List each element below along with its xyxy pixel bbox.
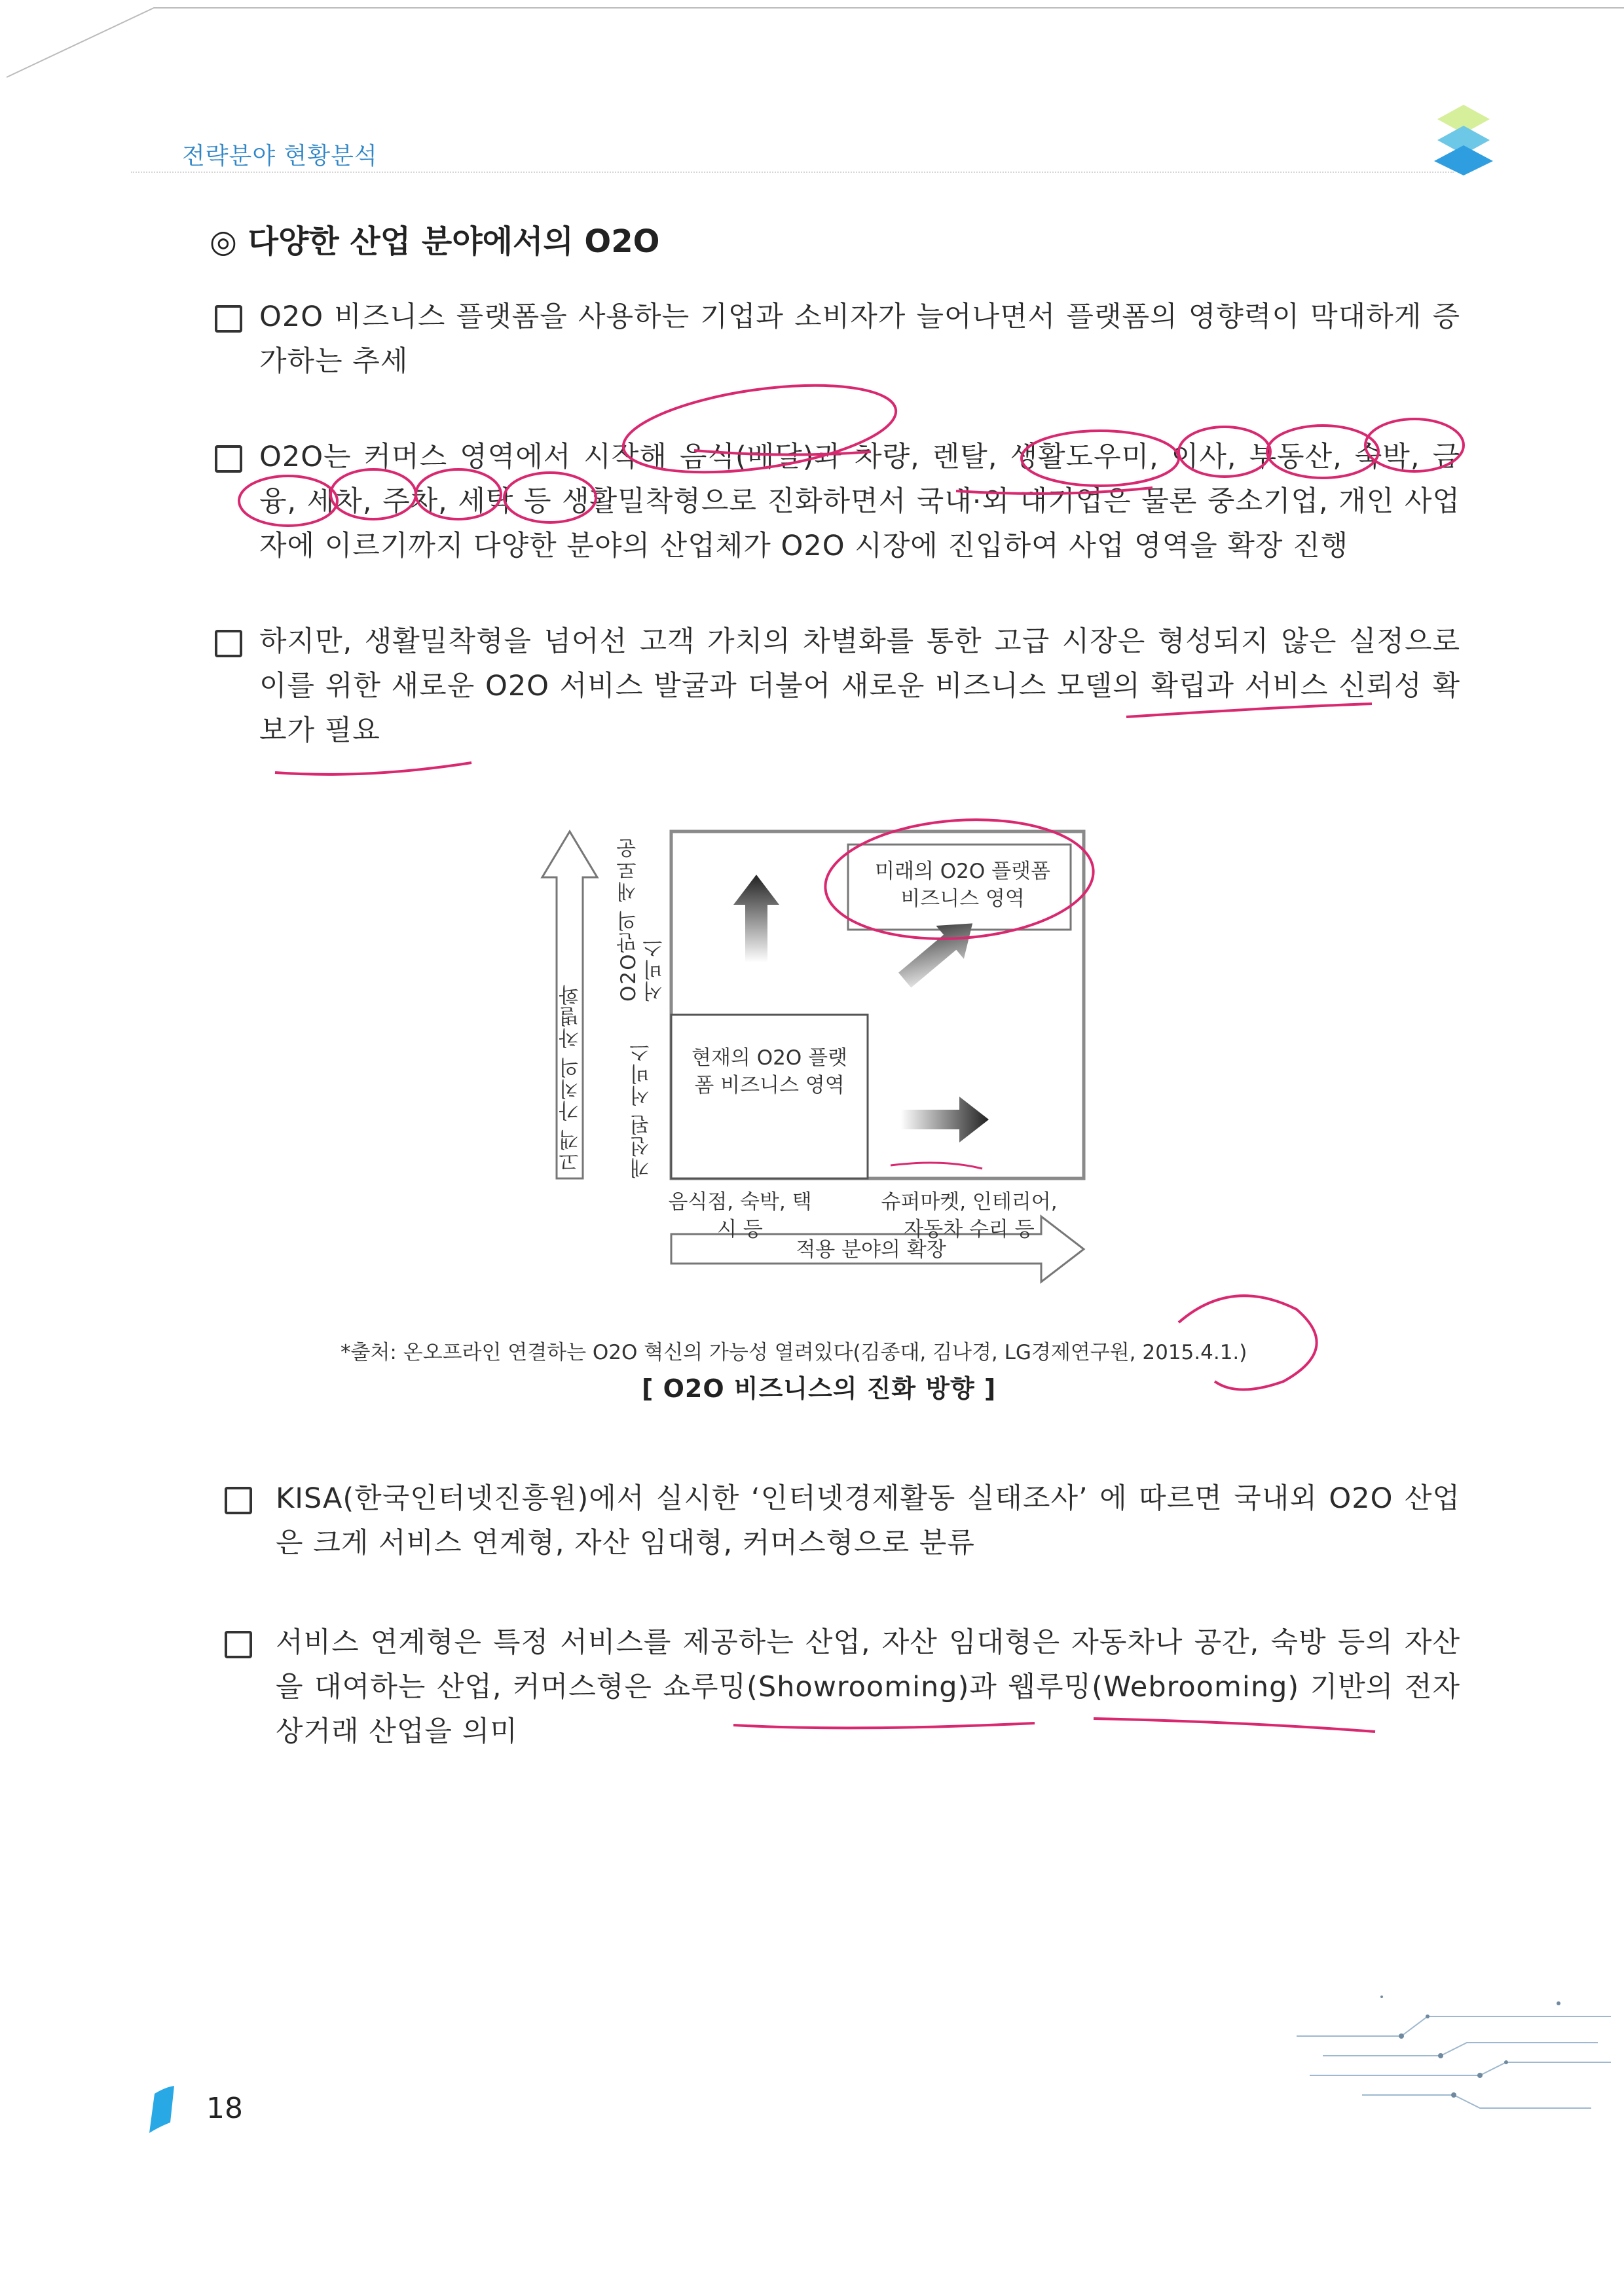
figure-caption: [ O2O 비즈니스의 진화 방향 ] xyxy=(642,1374,997,1403)
y-upper-label: O2O만의 새로운 서비스 xyxy=(617,837,667,1002)
page-number: 18 xyxy=(206,2092,243,2125)
paragraph-text: KISA(한국인터넷진흥원)에서 실시한 ‘인터넷경제활동 실태조사’ 에 따르면 국내외 O2O 산업은 크게 서비스 연계형, 자산 임대형, 커머스형으로 분류 xyxy=(276,1482,1460,1559)
paragraph-text: O2O는 커머스 영역에서 시작해 음식(배달)과 차량, 렌탈, 생활도우미, 이사, 부동산, 숙박, 금융, 세차, 주차, 세탁 등 생활밀착형으로 진화하면서 국내·외 대기업은 물론 중소기업, 개인 사업자에 이르기까지 다양한 분야의 산업체가 O2O 시장에 진입하여 사업 영역을 확장 진행 xyxy=(259,441,1460,562)
x-axis-label: 적용 분야의 확장 xyxy=(796,1238,946,1262)
future-area-label: 미래의 O2O 플랫폼 비즈니스 영역 xyxy=(875,860,1050,911)
page-marker-icon xyxy=(145,2083,178,2136)
y-axis-label: 고객 가치의 차별화 xyxy=(559,983,583,1172)
current-area-label: 현재의 O2O 플랫폼 비즈니스 영역 xyxy=(692,1046,847,1097)
paragraph-text: 서비스 연계형은 특정 서비스를 제공하는 산업, 자산 임대형은 자동차나 공간, 숙방 등의 자산을 대여하는 산업, 커머스형은 쇼루밍(Showrooming)과 웹루밍(Webrooming) 기반의 전자상거래 산업을 의미 xyxy=(276,1626,1460,1748)
section-header-label: 전략분야 현황분석 xyxy=(182,143,378,170)
x-left-label: 음식점, 숙박, 택시 등 xyxy=(668,1190,812,1241)
paragraph-text: 하지만, 생활밀착형을 넘어선 고객 가치의 차별화를 통한 고급 시장은 형성되지 않은 실정으로 이를 위한 새로운 O2O 서비스 발굴과 더불어 새로운 비즈니스 모델의 확립과 서비스 신뢰성 확보가 필요 xyxy=(259,625,1460,747)
y-lower-label: 개선된 서비스 xyxy=(630,1041,654,1178)
circuit-decoration xyxy=(1283,1977,1617,2147)
section-title: ◎ 다양한 산업 분야에서의 O2O xyxy=(210,223,660,260)
figure-source: *출처: 온오프라인 연결하는 O2O 혁신의 가능성 열려있다(김종대, 김나경, LG경제연구원, 2015.4.1.) xyxy=(341,1341,1247,1364)
paragraph-text: O2O 비즈니스 플랫폼을 사용하는 기업과 소비자가 늘어나면서 플랫폼의 영향력이 막대하게 증가하는 추세 xyxy=(259,301,1460,378)
x-right-label: 슈퍼마켓, 인테리어, 자동차 수리 등 xyxy=(881,1190,1058,1241)
